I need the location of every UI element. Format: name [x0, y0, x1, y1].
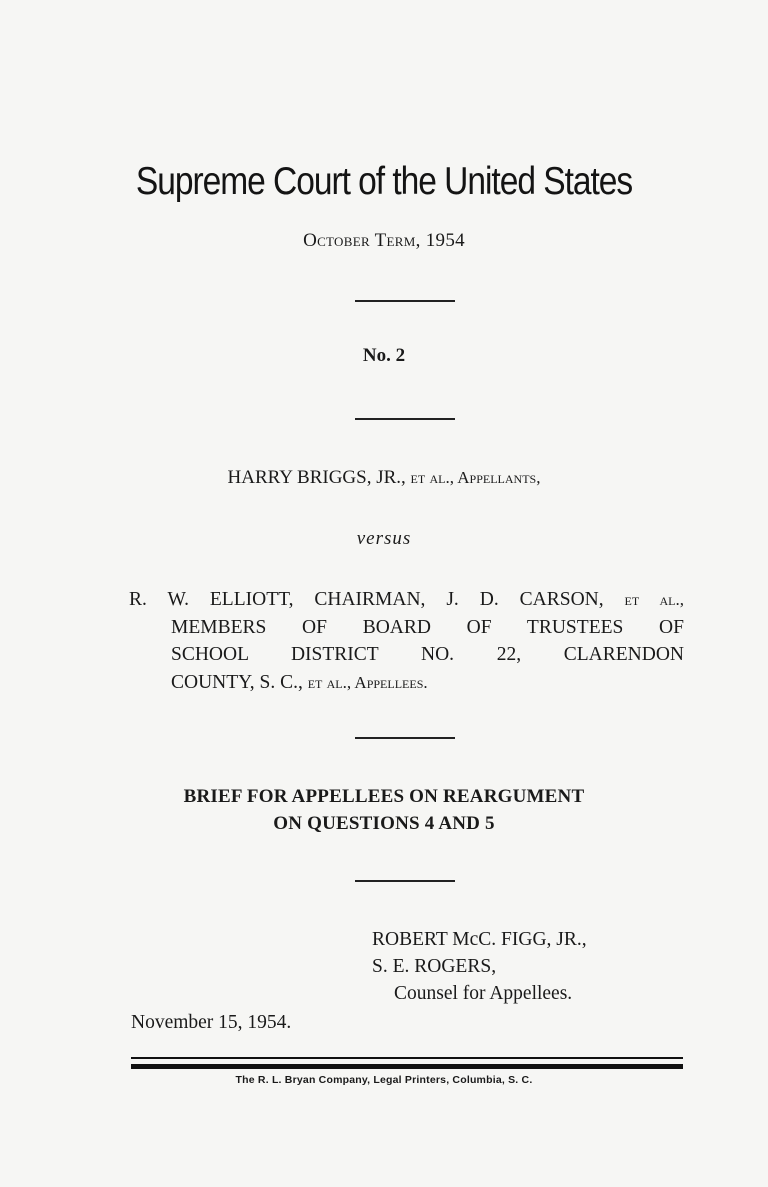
appellees-line-1-main: R. W. ELLIOTT, CHAIRMAN, J. D. CARSON,	[129, 589, 625, 610]
appellees-line-1-et-al: et al.,	[624, 590, 685, 609]
filing-date: November 15, 1954.	[131, 1012, 292, 1033]
appellees-line-4-designation: et al., Appellees.	[307, 672, 428, 692]
brief-title-line-2: ON QUESTIONS 4 AND 5	[273, 813, 495, 834]
case-number: No. 2	[362, 345, 406, 366]
appellees-line-4	[129, 669, 684, 697]
divider-rule	[355, 737, 455, 739]
appellants-name: HARRY BRIGGS, JR.,	[227, 467, 411, 488]
footer-rule-thick	[131, 1064, 683, 1069]
footer-rule-thin	[131, 1057, 683, 1059]
counsel-name-2: S. E. ROGERS,	[372, 956, 497, 977]
appellants-line	[0, 467, 768, 489]
brief-title-line-1: BRIEF FOR APPELLEES ON REARGUMENT	[183, 786, 585, 807]
appellees-line-4-main: COUNTY, S. C.,	[171, 671, 308, 693]
court-title: Supreme Court of the United States	[135, 160, 633, 203]
counsel-name-1: ROBERT McC. FIGG, JR.,	[372, 929, 587, 950]
appellees-line-1	[129, 586, 684, 614]
court-term: October Term, 1954	[303, 230, 465, 251]
divider-rule	[355, 300, 455, 302]
appellees-line-2: MEMBERS OF BOARD OF TRUSTEES OF	[171, 616, 684, 638]
appellees-line-3: SCHOOL DISTRICT NO. 22, CLARENDON	[171, 644, 684, 665]
appellees-block	[129, 586, 684, 696]
counsel-block	[372, 926, 587, 1007]
brief-title	[0, 783, 768, 837]
divider-rule	[355, 880, 455, 882]
versus-label: versus	[356, 528, 412, 549]
counsel-role: Counsel for Appellees.	[394, 983, 573, 1004]
printer-imprint: The R. L. Bryan Company, Legal Printers, Columbia, S. C.	[235, 1074, 533, 1086]
appellants-designation: et al., Appellants,	[410, 468, 541, 487]
divider-rule	[355, 418, 455, 420]
